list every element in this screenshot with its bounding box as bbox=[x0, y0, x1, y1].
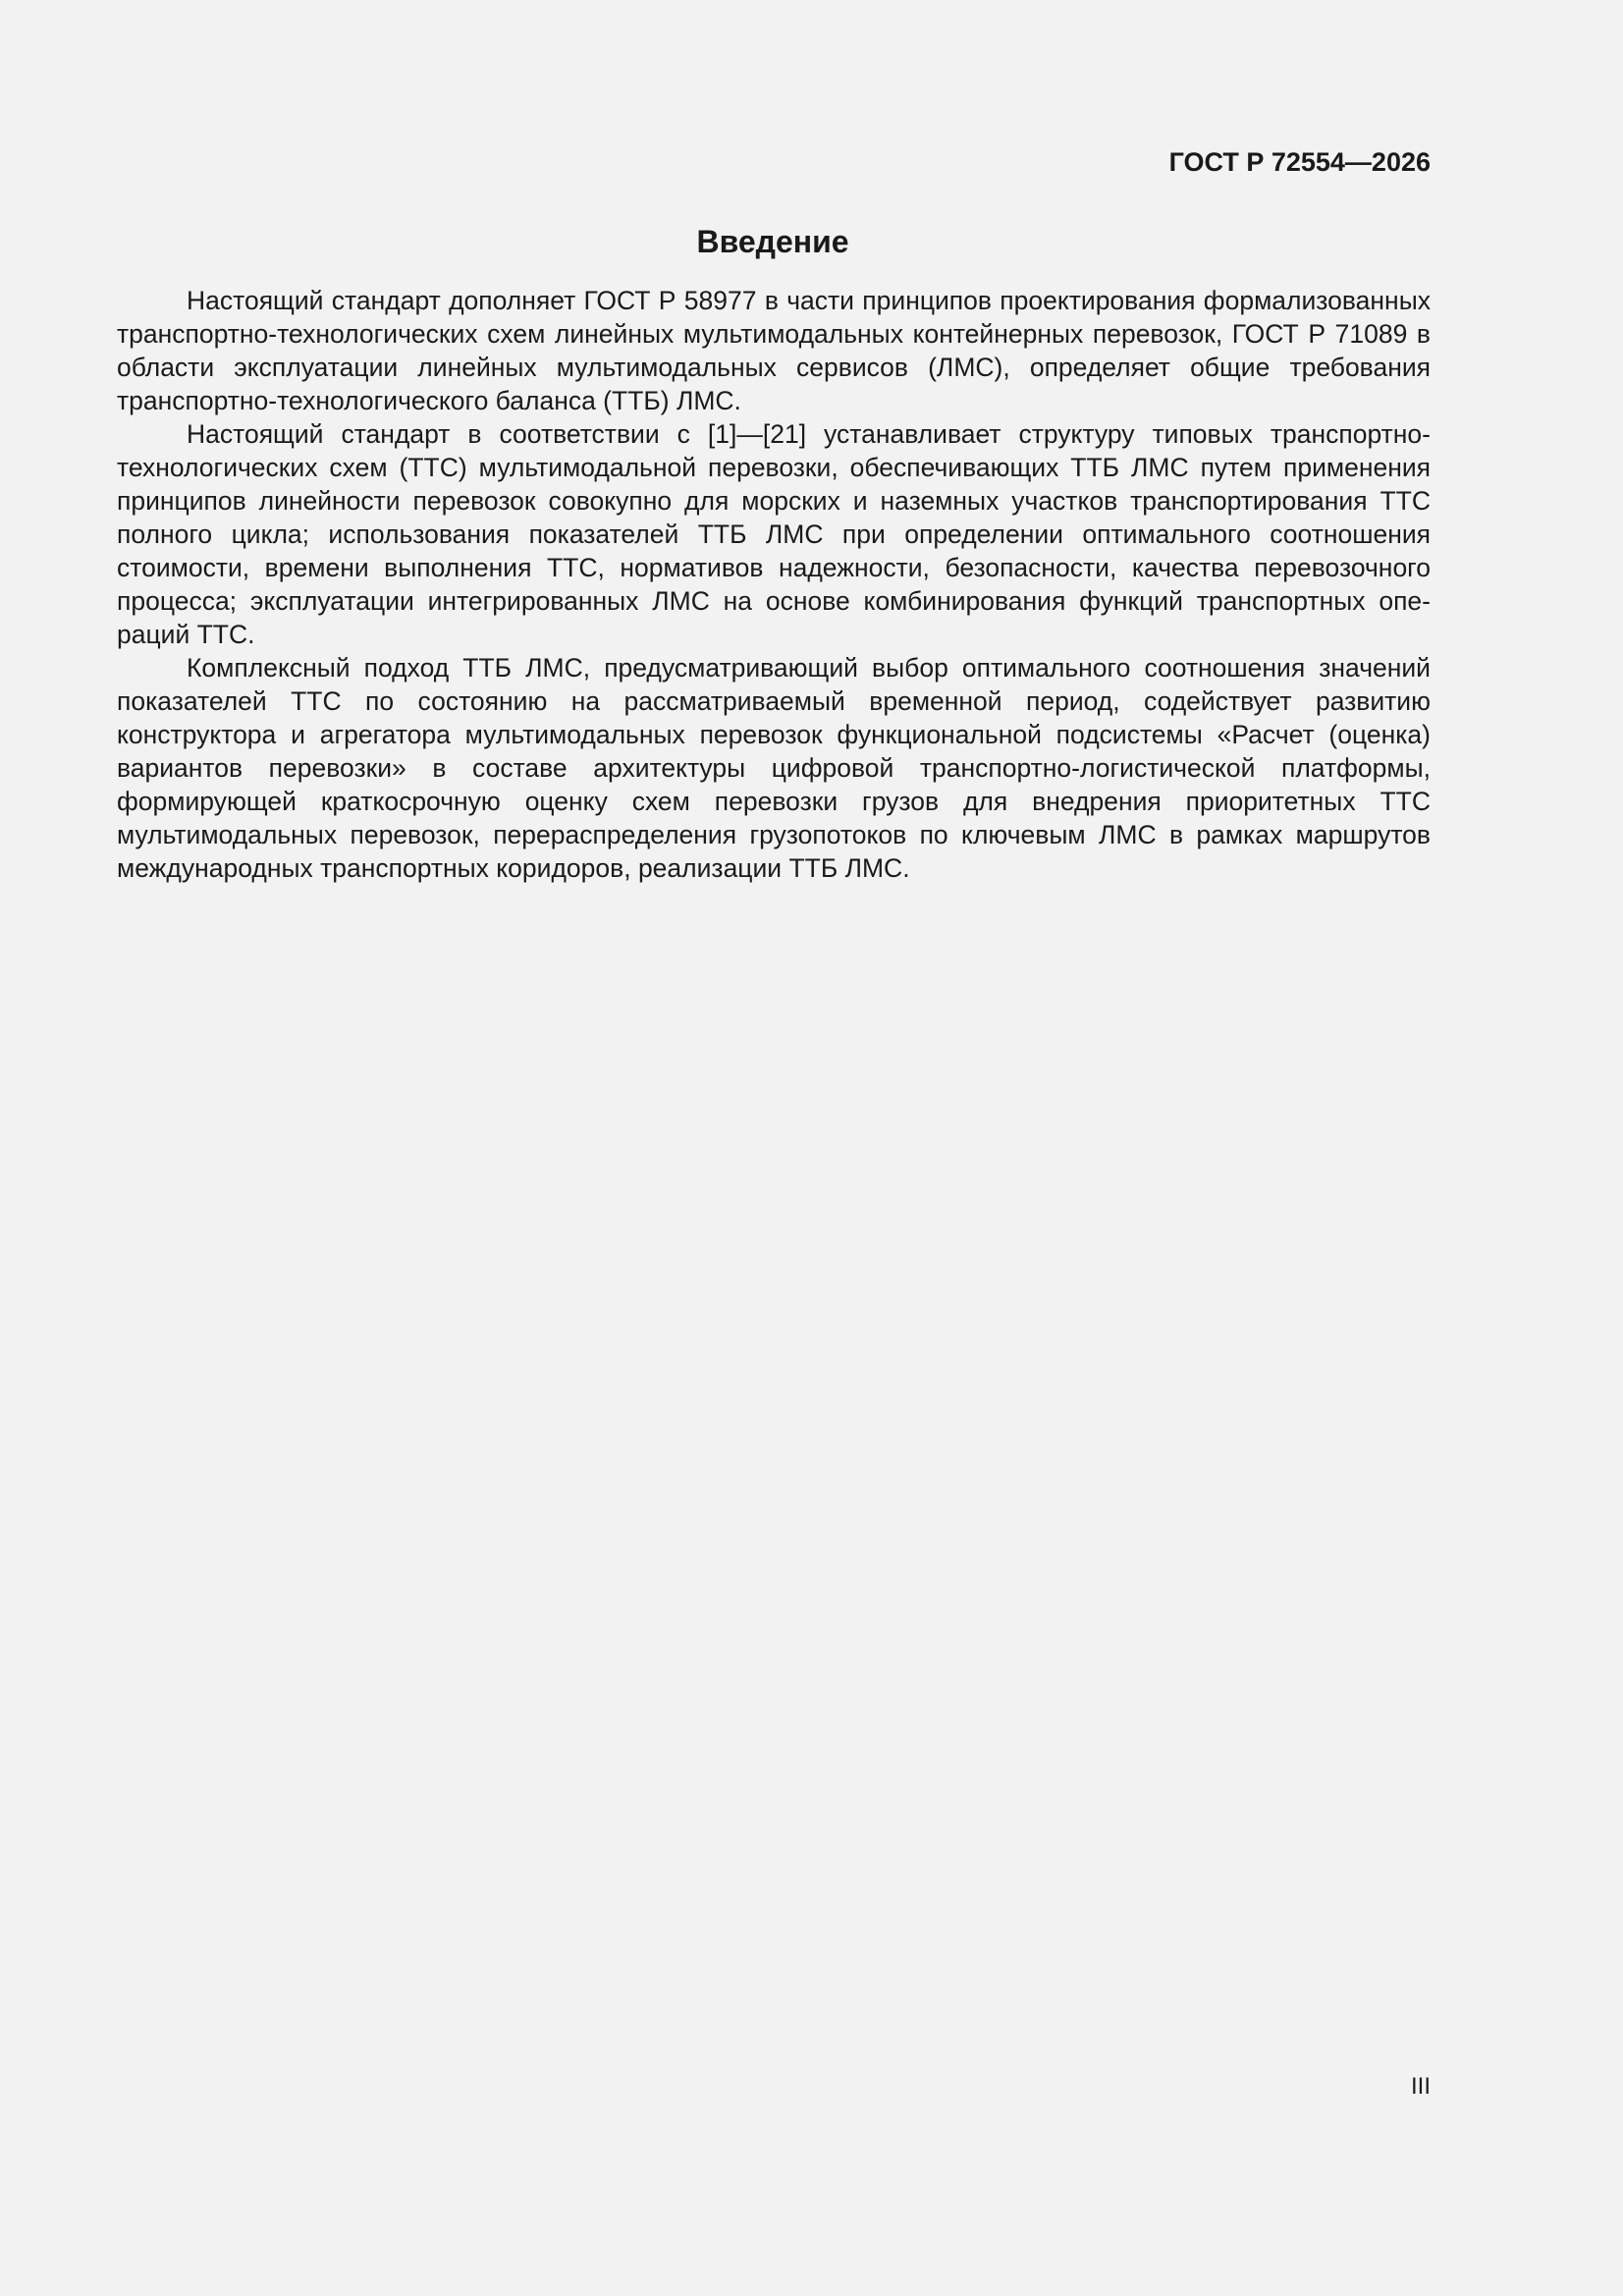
document-code: ГОСТ Р 72554—2026 bbox=[1168, 147, 1431, 177]
paragraph-3: Комплексный подход ТТБ ЛМС, предусматривающий выбор оптимального соотношения значений показателей ТТС по состоянию на рассматриваемый временной период, содействует развитию конструктора и агрегатора мультимодальных перевозок функциональной подсистемы «Расчет (оценка) вариантов перевозки» в составе архитектуры цифровой транспортно-логистической платформы, формирующей краткосрочную оценку схем перевозки грузов для внедрения приоритетных ТТС мультимодальных перевозок, перераспределения грузопотоков по ключевым ЛМС в рамках маршрутов международных транспортных коридоров, реализации ТТБ ЛМС. bbox=[117, 653, 1431, 883]
section-body bbox=[117, 284, 1431, 885]
section-title: Введение bbox=[696, 224, 849, 259]
paragraph-1: Настоящий стандарт дополняет ГОСТ Р 58977 в части принципов проектирования формализованных транспортно-технологических схем линейных мультимодальных контейнерных перевозок, ГОСТ Р 71089 в области эксплуатации линейных мультимодальных сервисов (ЛМС), определяет общие требования транспортно-технологического баланса (ТТБ) ЛМС. bbox=[117, 286, 1431, 415]
paragraph-2: Настоящий стандарт в соответствии с [1]—[21] устанавливает структуру типовых транспортно-технологических схем (ТТС) мультимодальной перевозки, обеспечивающих ТТБ ЛМС путем применения принципов линейности перевозок совокупно для морских и наземных участков транспортирования ТТС полного цикла; использования показателей ТТБ ЛМС при определении оптимального соотношения стоимости, времени выполнения ТТС, нормативов надежности, безопасности, качества перевозочного процесса; эксплуатации интегрированных ЛМС на основе комбинирования функций транспортных операций ТТС. bbox=[117, 419, 1431, 649]
page-number: III bbox=[1410, 2073, 1431, 2100]
